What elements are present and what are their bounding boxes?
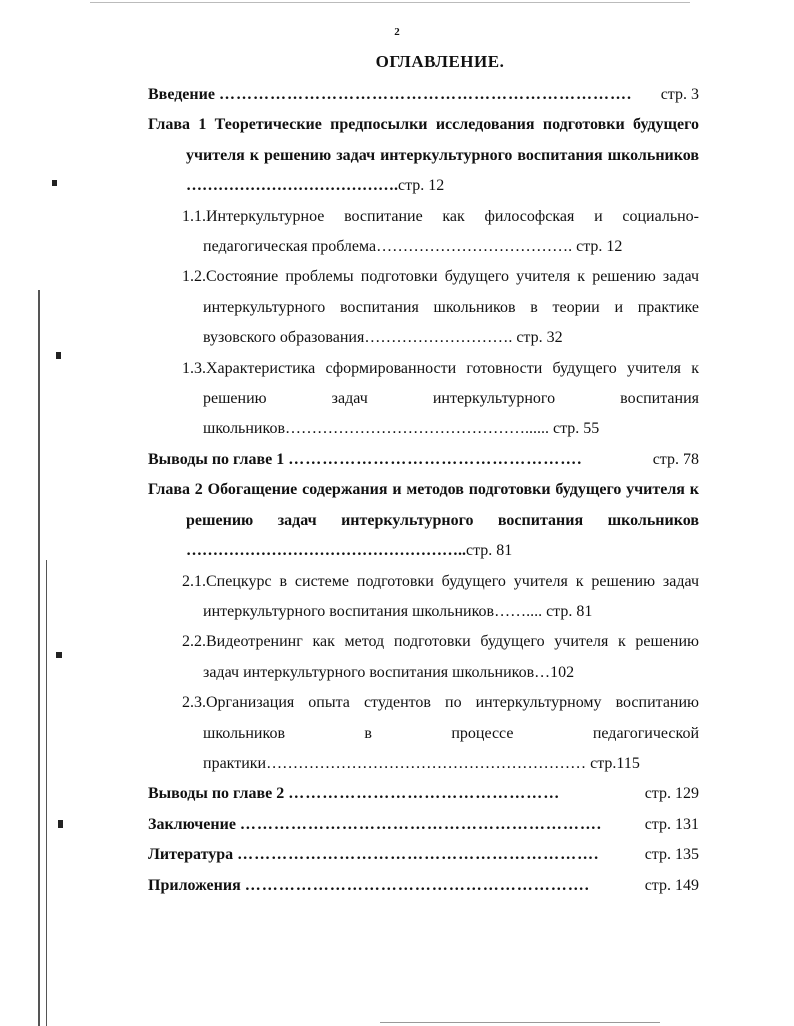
toc-entry-section-2-3[interactable] <box>148 688 699 779</box>
toc-page-ref: стр. 129 <box>644 785 699 803</box>
toc-dots: …………………………………. <box>186 177 398 195</box>
toc-dots: ………………………………………...... <box>285 420 549 438</box>
margin-mark <box>52 180 57 186</box>
table-of-contents <box>148 80 699 901</box>
toc-dots: ………………………………………… <box>288 785 561 803</box>
toc-dots: ………………………………………………………. <box>237 846 600 864</box>
toc-dots: ………………………………………………………………. <box>218 86 632 103</box>
toc-page-ref: стр. 12 <box>576 238 623 256</box>
toc-entry-conclusions-2[interactable] <box>148 779 699 809</box>
page-number: 2 <box>394 26 400 38</box>
toc-entry-title: Выводы по главе 1 <box>148 450 285 468</box>
margin-mark <box>58 820 63 828</box>
page-title: ОГЛАВЛЕНИЕ. <box>375 52 505 71</box>
toc-dots: …………………………………………………… <box>266 754 587 772</box>
toc-page-ref: 102 <box>550 663 575 681</box>
toc-page-ref: стр. 12 <box>398 177 445 195</box>
toc-dots: …….... <box>494 602 543 620</box>
toc-entry-appendix[interactable] <box>148 871 699 901</box>
toc-dots: ……………………………………………. <box>288 450 583 468</box>
toc-page-ref: стр. 32 <box>516 329 563 347</box>
toc-entry-section-1-2[interactable] <box>148 262 699 353</box>
toc-page-ref: стр. 135 <box>644 846 699 864</box>
toc-entry-chapter-1[interactable] <box>148 110 699 201</box>
toc-entry-section-1-1[interactable] <box>148 202 699 263</box>
toc-page-ref: стр. 149 <box>644 876 699 894</box>
toc-entry-conclusions-1[interactable] <box>148 445 699 475</box>
toc-entry-chapter-2[interactable] <box>148 475 699 566</box>
toc-entry-text: 2.1.Спецкурс в системе подготовки будущего учителя к решению задач интеркультурного воспитания школьников <box>182 572 699 620</box>
toc-page-ref: стр. 131 <box>644 815 699 833</box>
toc-page-ref: стр.115 <box>590 754 640 772</box>
toc-entry-conclusion[interactable] <box>148 810 699 840</box>
toc-page-ref: стр. 78 <box>652 450 699 468</box>
toc-page-ref: стр. 55 <box>553 420 600 438</box>
scan-edge-line <box>38 290 40 1026</box>
toc-entry-title: Введение <box>148 86 215 103</box>
toc-entry-title: Выводы по главе 2 <box>148 785 285 803</box>
toc-entry-title: Приложения <box>148 876 241 894</box>
toc-entry-literature[interactable] <box>148 840 699 870</box>
toc-page-ref: стр. 81 <box>546 602 593 620</box>
toc-dots: ………………………………. <box>376 238 573 256</box>
toc-entry-section-2-1[interactable] <box>148 567 699 628</box>
toc-entry-title: Заключение <box>148 815 236 833</box>
toc-entry-section-1-3[interactable] <box>148 354 699 445</box>
toc-entry-text: 2.2.Видеотренинг как метод подготовки будущего учителя к решению задач интеркультурного воспитания школьников <box>182 633 699 681</box>
toc-dots: …………………………………………….. <box>186 542 466 560</box>
toc-dots: … <box>534 663 551 681</box>
toc-page-ref: стр. 81 <box>466 542 513 560</box>
scan-bottom-line <box>380 1022 660 1023</box>
scan-top-line <box>90 2 690 3</box>
toc-entry-section-2-2[interactable] <box>148 627 699 688</box>
toc-entry-intro[interactable] <box>148 80 699 110</box>
toc-entry-text: 1.3.Характеристика сформированности готовности будущего учителя к решению задач интеркультурного воспитания школьников <box>182 359 699 438</box>
toc-entry-text: 1.1.Интеркультурное воспитание как философская и социально-педагогическая проблема <box>182 207 699 256</box>
toc-dots: ……………………………………………………. <box>244 876 590 894</box>
toc-dots: ………………………………………………………. <box>239 815 602 833</box>
scan-edge-line <box>46 560 47 1026</box>
margin-mark <box>56 352 61 359</box>
toc-entry-title: Литература <box>148 846 234 864</box>
toc-entry-title: Глава 2 Обогащение содержания и методов подготовки будущего учителя к решению задач интеркультурного воспитания школьников <box>148 481 699 529</box>
toc-entry-text: 1.2.Состояние проблемы подготовки будущего учителя к решению задач интеркультурного воспитания школьников в теории и практике вузовского образования <box>182 268 699 347</box>
margin-mark <box>56 652 62 658</box>
toc-entry-title: Глава 1 Теоретические предпосылки исследования подготовки будущего учителя к решению задач интеркультурного воспитания школьников <box>148 116 699 164</box>
toc-page-ref: стр. 3 <box>660 86 699 103</box>
toc-dots: ………………………. <box>364 329 513 347</box>
toc-entry-text: 2.3.Организация опыта студентов по интеркультурному воспитанию школьников в процессе педагогической практики <box>182 694 699 772</box>
